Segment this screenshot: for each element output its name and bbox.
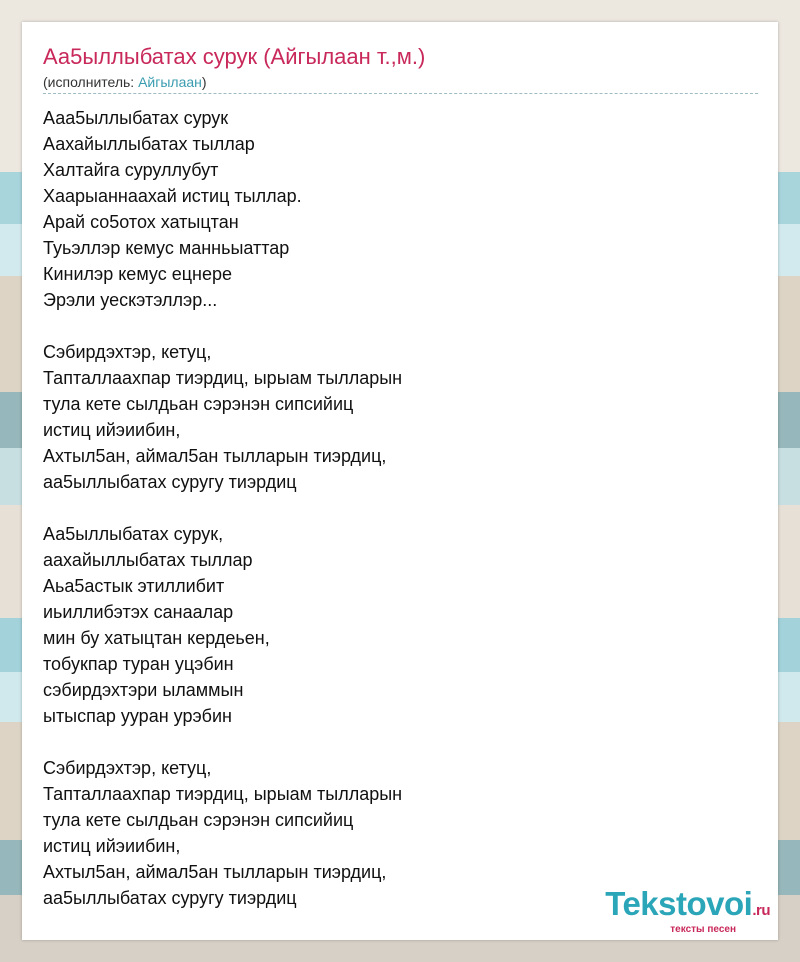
lyric-line: Халтайга суруллубут [43,160,219,180]
logo-tld: .ru [752,902,770,919]
lyric-line: Тапталлаахпар тиэрдиц, ырыам тылларын [43,368,403,388]
performer-line [43,73,207,91]
stanza-break [43,729,743,755]
lyric-line: иьиллибэтэх санаалар [43,602,234,622]
lyric-line: сэбирдэхтэри ыламмын [43,680,244,700]
logo-name: Tekstovoi [605,885,753,922]
lyric-line: Туьэллэр кемус манньыаттар [43,238,290,258]
lyric-line: мин бу хатыцтан кердеьен, [43,628,270,648]
lyric-line: Кинилэр кемус ецнере [43,264,232,284]
lyric-line: Ааа5ыллыбатах сурук [43,108,229,128]
stanza-break [43,313,743,339]
performer-prefix: (исполнитель: [43,74,139,90]
lyric-line: Аьа5астык этиллибит [43,576,225,596]
song-title: Аа5ыллыбатах сурук (Айгылаан т.,м.) [43,44,426,69]
logo-tagline: тексты песен [670,924,736,935]
lyric-line: Эрэли уескэтэллэр... [43,290,218,310]
lyric-line: тула кете сылдьан сэрэнэн сипсийиц [43,810,354,830]
lyric-line: истиц ийэиибин, [43,836,181,856]
lyric-line: аахайыллыбатах тыллар [43,550,253,570]
stanza-break [43,495,743,521]
lyric-line: Аахайыллыбатах тыллар [43,134,255,154]
lyric-line: аа5ыллыбатах суругу тиэрдиц [43,472,297,492]
lyric-line: Ахтыл5ан, аймал5ан тылларын тиэрдиц, [43,862,387,882]
title-divider [43,93,758,94]
lyric-line: Аа5ыллыбатах сурук, [43,524,224,544]
lyric-line: Сэбирдэхтэр, кетуц, [43,758,212,778]
lyric-line: истиц ийэиибин, [43,420,181,440]
lyric-line: аа5ыллыбатах суругу тиэрдиц [43,888,297,908]
lyric-line: Арай со5отох хатыцтан [43,212,239,232]
lyrics-text [43,105,743,911]
lyric-line: Сэбирдэхтэр, кетуц, [43,342,212,362]
performer-link[interactable]: Айгылаан [138,74,202,90]
lyric-line: Тапталлаахпар тиэрдиц, ырыам тылларын [43,784,403,804]
lyrics-card [22,22,778,940]
lyric-line: тула кете сылдьан сэрэнэн сипсийиц [43,394,354,414]
lyric-line: ытыспар ууран урэбин [43,706,232,726]
lyric-line: Ахтыл5ан, аймал5ан тылларын тиэрдиц, [43,446,387,466]
lyric-line: Хаарыаннаахай истиц тыллар. [43,186,302,206]
site-logo[interactable] [605,887,770,936]
performer-suffix: ) [201,74,207,90]
lyric-line: тобукпар туран уцэбин [43,654,234,674]
